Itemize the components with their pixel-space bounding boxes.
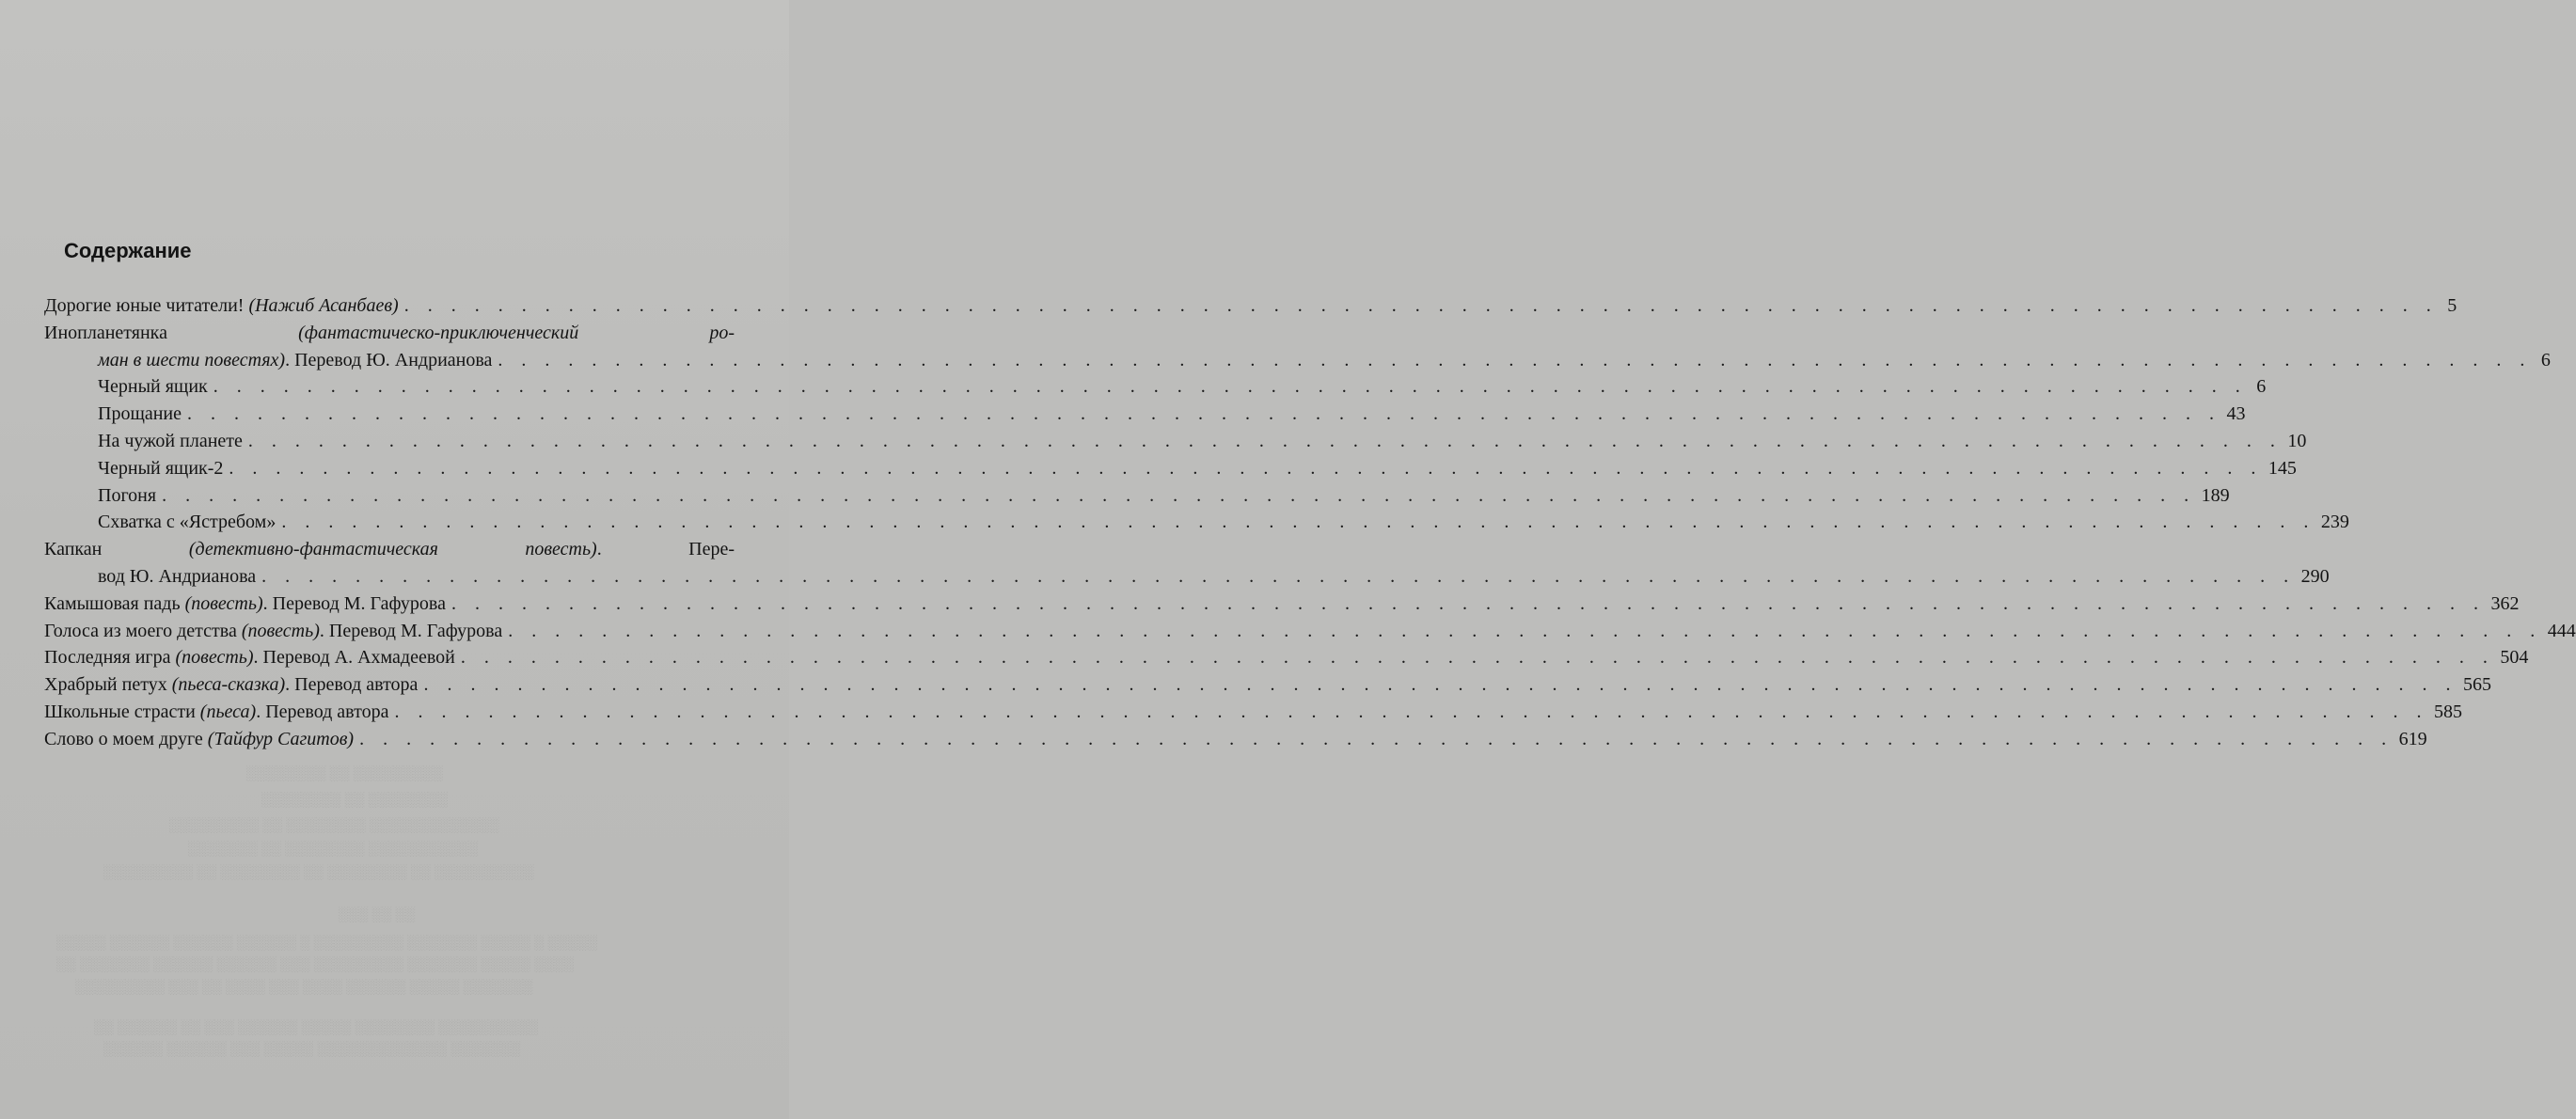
entry-genre: ман в шести повестях) [98, 349, 286, 370]
entry-genre: (повесть) [184, 592, 263, 614]
page-number: 5 [2447, 295, 2457, 316]
page-number: 504 [2500, 647, 2529, 669]
page-number: 362 [2490, 592, 2520, 614]
entry-title [98, 347, 492, 374]
dot-leader: . . . . . . . . . . . . . . . . . . . . . . . . . . . . . . . . . . . . . . . . . . . . . . . . . . . . . . . . . . . . . . . . . . . . . . . . . . . . . . . . . . . . . . . [451, 592, 2486, 614]
entry-translator: . Перевод М. Гафурова [262, 592, 446, 614]
entry-title [44, 618, 502, 645]
entry-translator: . Перевод автора [285, 674, 419, 696]
entry-title [44, 726, 354, 753]
dot-leader: . . . . . . . . . . . . . . . . . . . . . . . . . . . . . . . . . . . . . . . . . . . . . . . . . . . . . . . . . . . . . . . . . . . . . . . . . . . . . . . . . . . . . . . [423, 674, 2457, 696]
entry-title-text: Инопланетянка [44, 322, 299, 343]
ghost-line: ░░░░░░░░░░ ░░ ░░░░░░░░ ░░ ░░░░░░░░ ░░ ░░░░░░░░░ [103, 865, 535, 880]
page-number: 619 [2398, 728, 2427, 749]
entry-translator: . Пере- [596, 539, 735, 560]
dot-leader: . . . . . . . . . . . . . . . . . . . . . . . . . . . . . . . . . . . . . . . . . . . . . . . . . . . . . . . . . . . . . . . . . . . . . . . . . . . . . . . . . . . . . . . [261, 565, 2296, 587]
entry-title-text: Черный ящик-2 [98, 457, 224, 479]
page-number: 145 [2268, 457, 2297, 479]
toc-subentry [44, 373, 2267, 401]
entry-title-text: Дорогие юные читатели! [44, 295, 249, 316]
entry-genre: (фантастическо-приключенческий ро- [298, 322, 735, 343]
dot-leader: . . . . . . . . . . . . . . . . . . . . . . . . . . . . . . . . . . . . . . . . . . . . . . . . . . . . . . . . . . . . . . . . . . . . . . . . . . . . . . . . . . . . . . . [213, 376, 2248, 398]
entry-title-text: Схватка с «Ястребом» [98, 512, 277, 533]
page-number: 565 [2462, 674, 2491, 696]
entry-title-text: Голоса из моего детства [44, 620, 242, 641]
ghost-line: ░░░░░░░ ░░░░░ ░░░░░░ ░░░░ ░░░ ░░░░ ░░ ░░░ ░░░░░░░░░ [75, 980, 533, 995]
toc-entry [44, 591, 2520, 618]
ghost-line: ░░░░░░░ ░░░░░░░░░░░░░ ░░░░░ ░░░ ░░░░░░ ░░░░░░ [103, 1042, 521, 1057]
toc-entry-continuation [44, 347, 2551, 374]
toc-entry [44, 618, 2576, 645]
entry-title [44, 671, 418, 699]
entry-genre: (пьеса) [199, 701, 257, 722]
page-number: 43 [2226, 403, 2246, 425]
entry-title [98, 428, 243, 455]
toc-entry [44, 320, 735, 347]
page-number: 10 [2287, 430, 2307, 451]
page-number: 290 [2300, 565, 2330, 587]
dot-leader: . . . . . . . . . . . . . . . . . . . . . . . . . . . . . . . . . . . . . . . . . . . . . . . . . . . . . . . . . . . . . . . . . . . . . . . . . . . . . . . . . . . . . . . [403, 295, 2439, 316]
dot-leader: . . . . . . . . . . . . . . . . . . . . . . . . . . . . . . . . . . . . . . . . . . . . . . . . . . . . . . . . . . . . . . . . . . . . . . . . . . . . . . . . . . . . . . . [460, 647, 2495, 669]
entry-title [98, 373, 208, 401]
entry-title-text: вод Ю. Андрианова [98, 565, 257, 587]
entry-title [44, 591, 446, 618]
entry-title-text: Прощание [98, 403, 182, 425]
page-number: 6 [2256, 376, 2267, 398]
entry-genre: (повесть) [241, 620, 320, 641]
ghost-line: ░░░░░░░░░ ░░ ░░░░░░░░ [246, 766, 444, 781]
dot-leader: . . . . . . . . . . . . . . . . . . . . . . . . . . . . . . . . . . . . . . . . . . . . . . . . . . . . . . . . . . . . . . . . . . . . . . . . . . . . . . . . . . . . . . . [508, 620, 2542, 641]
entry-title-text: На чужой планете [98, 430, 243, 451]
entry-title [98, 455, 223, 482]
ghost-line: ░░░░░░░░░░░ ░░░░░░░░ ░░ ░░░░░░░ [188, 842, 479, 857]
toc-subentry [44, 401, 2246, 428]
entry-genre: (Тайфур Сагитов) [207, 728, 355, 749]
entry-genre: (повесть) [175, 647, 254, 669]
page-number: 6 [2540, 349, 2551, 370]
entry-title-text: Школьные страсти [44, 701, 200, 722]
page-number: 585 [2433, 701, 2462, 722]
ghost-line: ░░ ░░ ░░░ [339, 907, 416, 922]
entry-title [98, 509, 276, 536]
entry-title-text: Погоня [98, 484, 157, 506]
toc-entry [44, 699, 2462, 726]
entry-title [44, 292, 399, 320]
dot-leader: . . . . . . . . . . . . . . . . . . . . . . . . . . . . . . . . . . . . . . . . . . . . . . . . . . . . . . . . . . . . . . . . . . . . . . . . . . . . . . . . . . . . . . . [229, 457, 2263, 479]
dot-leader: . . . . . . . . . . . . . . . . . . . . . . . . . . . . . . . . . . . . . . . . . . . . . . . . . . . . . . . . . . . . . . . . . . . . . . . . . . . . . . . . . . . . . . . [187, 403, 2221, 425]
ghost-line: ░░░░░░░░░░ ░░░░░░░░ ░░░░░ ░░░░░░ ░░░ ░░ ░░░░░░ ░░ [94, 1020, 539, 1035]
dot-leader: . . . . . . . . . . . . . . . . . . . . . . . . . . . . . . . . . . . . . . . . . . . . . . . . . . . . . . . . . . . . . . . . . . . . . . . . . . . . . . . . . . . . . . . [281, 512, 2315, 533]
entry-genre: (Нажиб Асанбаев) [248, 295, 399, 316]
entry-translator: . Перевод автора [256, 701, 389, 722]
page-number: 189 [2201, 484, 2230, 506]
table-of-contents [44, 292, 2576, 753]
ghost-line: ░░░░░░░░░░░░░ ░░░░░░░░ ░░ ░░░░░░░░░ [169, 818, 500, 833]
page-number: 239 [2320, 512, 2349, 533]
entry-title-text: Последняя игра [44, 647, 176, 669]
dot-leader: . . . . . . . . . . . . . . . . . . . . . . . . . . . . . . . . . . . . . . . . . . . . . . . . . . . . . . . . . . . . . . . . . . . . . . . . . . . . . . . . . . . . . . . [247, 430, 2283, 451]
toc-subentry [44, 482, 2230, 510]
toc-entry [44, 292, 2457, 320]
dot-leader: . . . . . . . . . . . . . . . . . . . . . . . . . . . . . . . . . . . . . . . . . . . . . . . . . . . . . . . . . . . . . . . . . . . . . . . . . . . . . . . . . . . . . . . [394, 701, 2428, 722]
entry-title-text: Храбрый петух [44, 674, 172, 696]
dot-leader: . . . . . . . . . . . . . . . . . . . . . . . . . . . . . . . . . . . . . . . . . . . . . . . . . . . . . . . . . . . . . . . . . . . . . . . . . . . . . . . . . . . . . . . [359, 728, 2394, 749]
toc-entry [44, 644, 2529, 671]
contents-heading: Содержание [64, 239, 192, 262]
entry-translator: . Перевод М. Гафурова [319, 620, 503, 641]
dot-leader: . . . . . . . . . . . . . . . . . . . . . . . . . . . . . . . . . . . . . . . . . . . . . . . . . . . . . . . . . . . . . . . . . . . . . . . . . . . . . . . . . . . . . . . [498, 349, 2532, 370]
entry-title-text: Камышовая падь [44, 592, 185, 614]
page-number: 444 [2547, 620, 2576, 641]
ghost-line: ░░░░ ░░░░░ ░░░░░░░ ░░░░░░░░░ ░░░ ░░░░░░ ░░░░░░ ░░░░░░░ ░░ [56, 957, 575, 972]
toc-subentry [44, 455, 2297, 482]
entry-genre: (детективно-фантастическая повесть) [188, 539, 597, 560]
toc-entry-continuation [44, 563, 2330, 591]
entry-title [98, 401, 182, 428]
entry-title-text: Черный ящик [98, 376, 208, 398]
entry-title-text: Слово о моем друге [44, 728, 208, 749]
entry-title [44, 320, 735, 347]
toc-subentry [44, 509, 2349, 536]
entry-translator: . Перевод Ю. Андрианова [285, 349, 493, 370]
entry-title [44, 699, 388, 726]
toc-subentry [44, 428, 2307, 455]
toc-entry [44, 726, 2427, 753]
entry-genre: (пьеса-сказка) [171, 674, 286, 696]
entry-title [44, 644, 455, 671]
entry-translator: . Перевод А. Ахмадеевой [253, 647, 455, 669]
entry-title-text: Капкан [44, 539, 189, 560]
toc-entry [44, 671, 2491, 699]
entry-title [98, 563, 256, 591]
ghost-line: ░░░░░░░░ ░░ ░░░░░░░░ [261, 793, 449, 808]
entry-title [98, 482, 156, 510]
toc-entry [44, 536, 735, 563]
ghost-line: ░░░░░ ░ ░░░░░ ░░░░░░░ ░░░░░░░░░ ░ ░░░░░░ ░░░░░░ ░░░░░░ ░░░░░ [56, 936, 598, 951]
dot-leader: . . . . . . . . . . . . . . . . . . . . . . . . . . . . . . . . . . . . . . . . . . . . . . . . . . . . . . . . . . . . . . . . . . . . . . . . . . . . . . . . . . . . . . . [162, 484, 2196, 506]
entry-title [44, 536, 735, 563]
